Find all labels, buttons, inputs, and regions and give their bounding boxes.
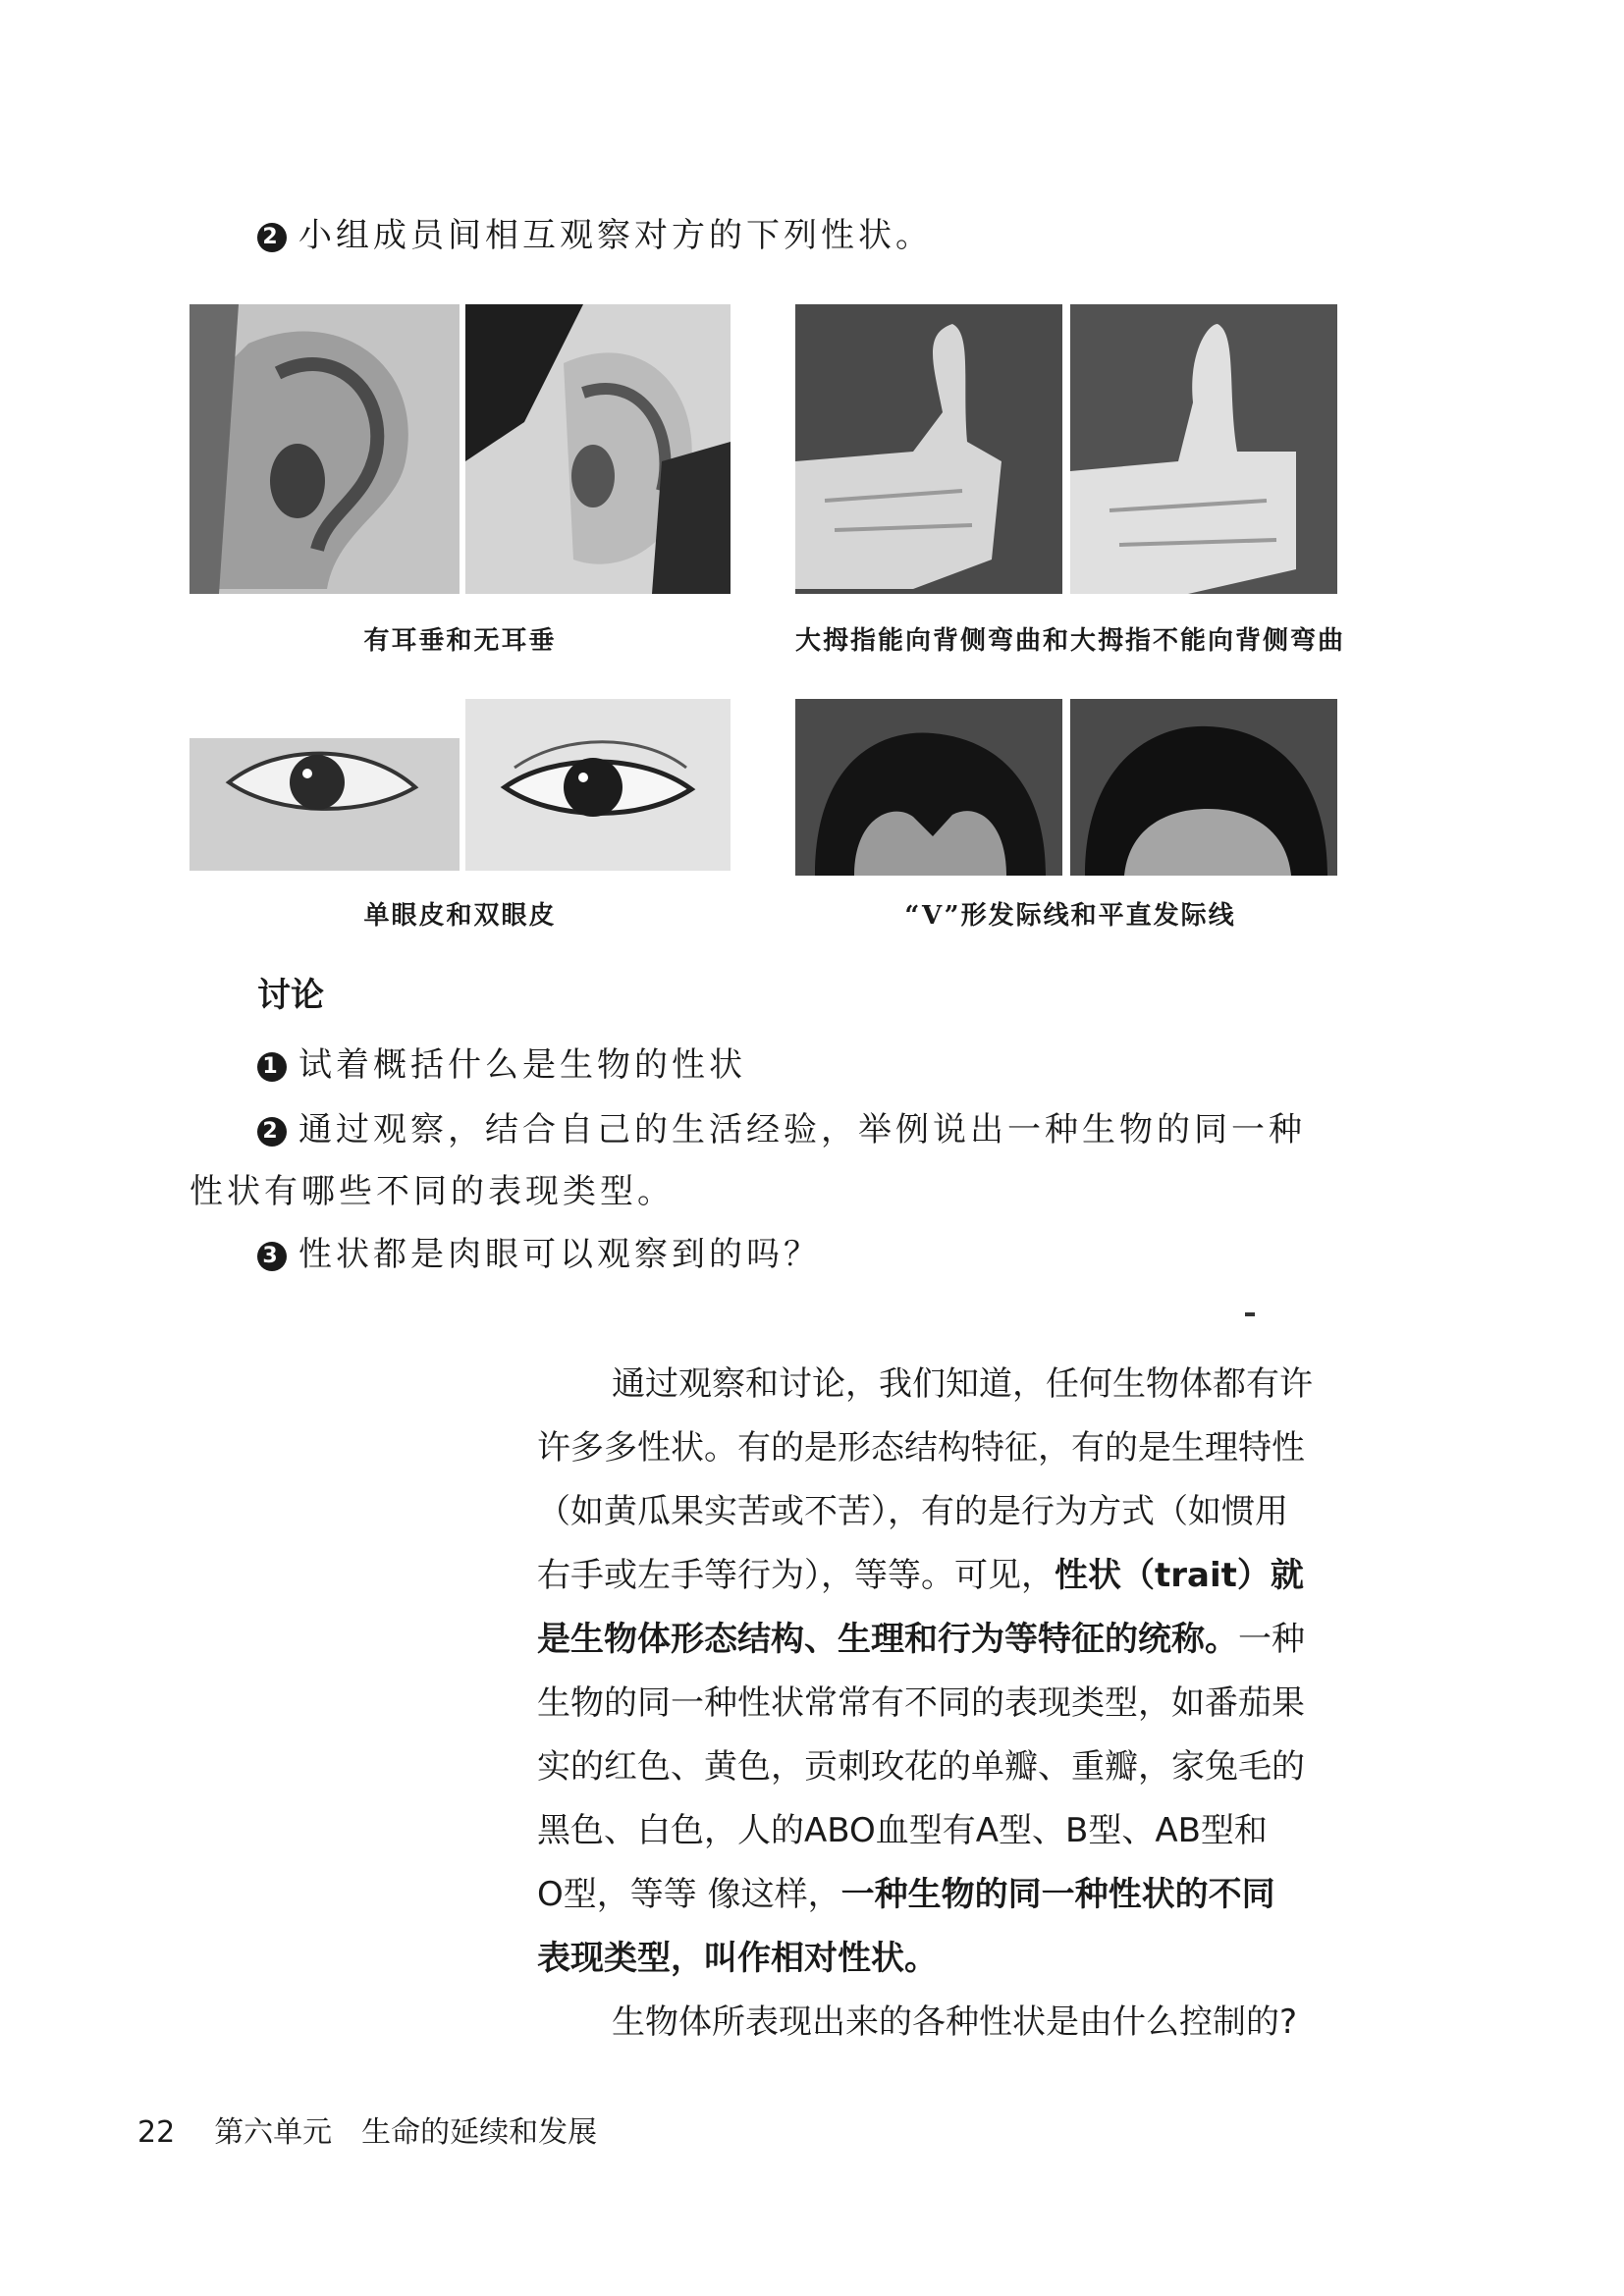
photo-hairline-straight xyxy=(1070,699,1337,876)
text-line: 黑色、白色，人的ABO血型有A型、B型、AB型和 xyxy=(537,1811,1268,1850)
photo-eye-single-lid xyxy=(189,699,460,871)
question-line: 生物体所表现出来的各种性状是由什么控制的? xyxy=(612,2002,1298,2042)
text-line xyxy=(537,1927,1383,1991)
definition-trait: 是生物体形态结构、生理和行为等特征的统称。 xyxy=(537,1620,1238,1659)
page-number: 22 xyxy=(137,2115,176,2150)
caption-ears: 有耳垂和无耳垂 xyxy=(363,626,557,656)
discussion-item-2-continued: 性状有哪些不同的表现类型。 xyxy=(189,1172,675,1211)
photo-ear-lobe-free xyxy=(465,304,731,594)
discussion-item-1: 1 试着概括什么是生物的性状 xyxy=(257,1038,746,1086)
page-footer xyxy=(137,2108,597,2151)
step-text: 小组成员间相互观察对方的下列性状。 xyxy=(298,216,933,255)
item-number-badge: 2 xyxy=(257,1117,287,1147)
caption-thumbs: 大拇指能向背侧弯曲和大拇指不能向背侧弯曲 xyxy=(794,626,1345,656)
text-line: 是生物体形态结构、生理和行为等特征的统称。一种 xyxy=(537,1620,1305,1659)
term-trait: 性状（trait）就 xyxy=(1055,1556,1304,1595)
discussion-item-3: 3 性状都是肉眼可以观察到的吗？ xyxy=(257,1227,821,1275)
text-line: 右手或左手等行为），等等。可见，性状（trait）就 xyxy=(537,1556,1304,1595)
print-mark xyxy=(1245,1312,1255,1316)
text-line: 实的红色、黄色，贡刺玫花的单瓣、重瓣，家兔毛的 xyxy=(537,1747,1305,1787)
photo-thumb-no-bend xyxy=(1070,304,1337,594)
text-line: O型，等等 像这样，一种生物的同一种性状的不同 xyxy=(537,1875,1275,1914)
discussion-title: 讨论 xyxy=(257,976,324,1015)
unit-title: 第六单元 生命的延续和发展 xyxy=(214,2115,598,2150)
text-line: 许多多性状。有的是形态结构特征，有的是生理特性 xyxy=(537,1428,1305,1468)
text-line: 生物的同一种性状常常有不同的表现类型，如番茄果 xyxy=(537,1683,1305,1723)
activity-step xyxy=(257,208,933,256)
photo-hairline-v-shape xyxy=(795,699,1062,876)
item-number-badge: 1 xyxy=(257,1052,287,1082)
text-line: 通过观察和讨论，我们知道，任何生物体都有许 xyxy=(612,1364,1313,1404)
discussion-item-2: 2 通过观察，结合自己的生活经验，举例说出一种生物的同一种 xyxy=(257,1102,1306,1150)
item-number-badge: 3 xyxy=(257,1242,287,1271)
body-paragraph xyxy=(537,1353,1383,2055)
definition-relative-trait-a: 一种生物的同一种性状的不同 xyxy=(840,1875,1275,1914)
photo-eye-double-lid xyxy=(465,699,731,871)
step-number-badge: 2 xyxy=(257,223,287,252)
caption-eyes: 单眼皮和双眼皮 xyxy=(363,901,557,931)
text-line: （如黄瓜果实苦或不苦），有的是行为方式（如惯用 xyxy=(537,1492,1288,1531)
caption-hairline: “V”形发际线和平直发际线 xyxy=(904,901,1236,931)
definition-relative-trait-b: 表现类型，叫作相对性状。 xyxy=(537,1939,938,1978)
photo-ear-lobe-attached xyxy=(189,304,460,594)
photo-thumb-bend xyxy=(795,304,1062,594)
